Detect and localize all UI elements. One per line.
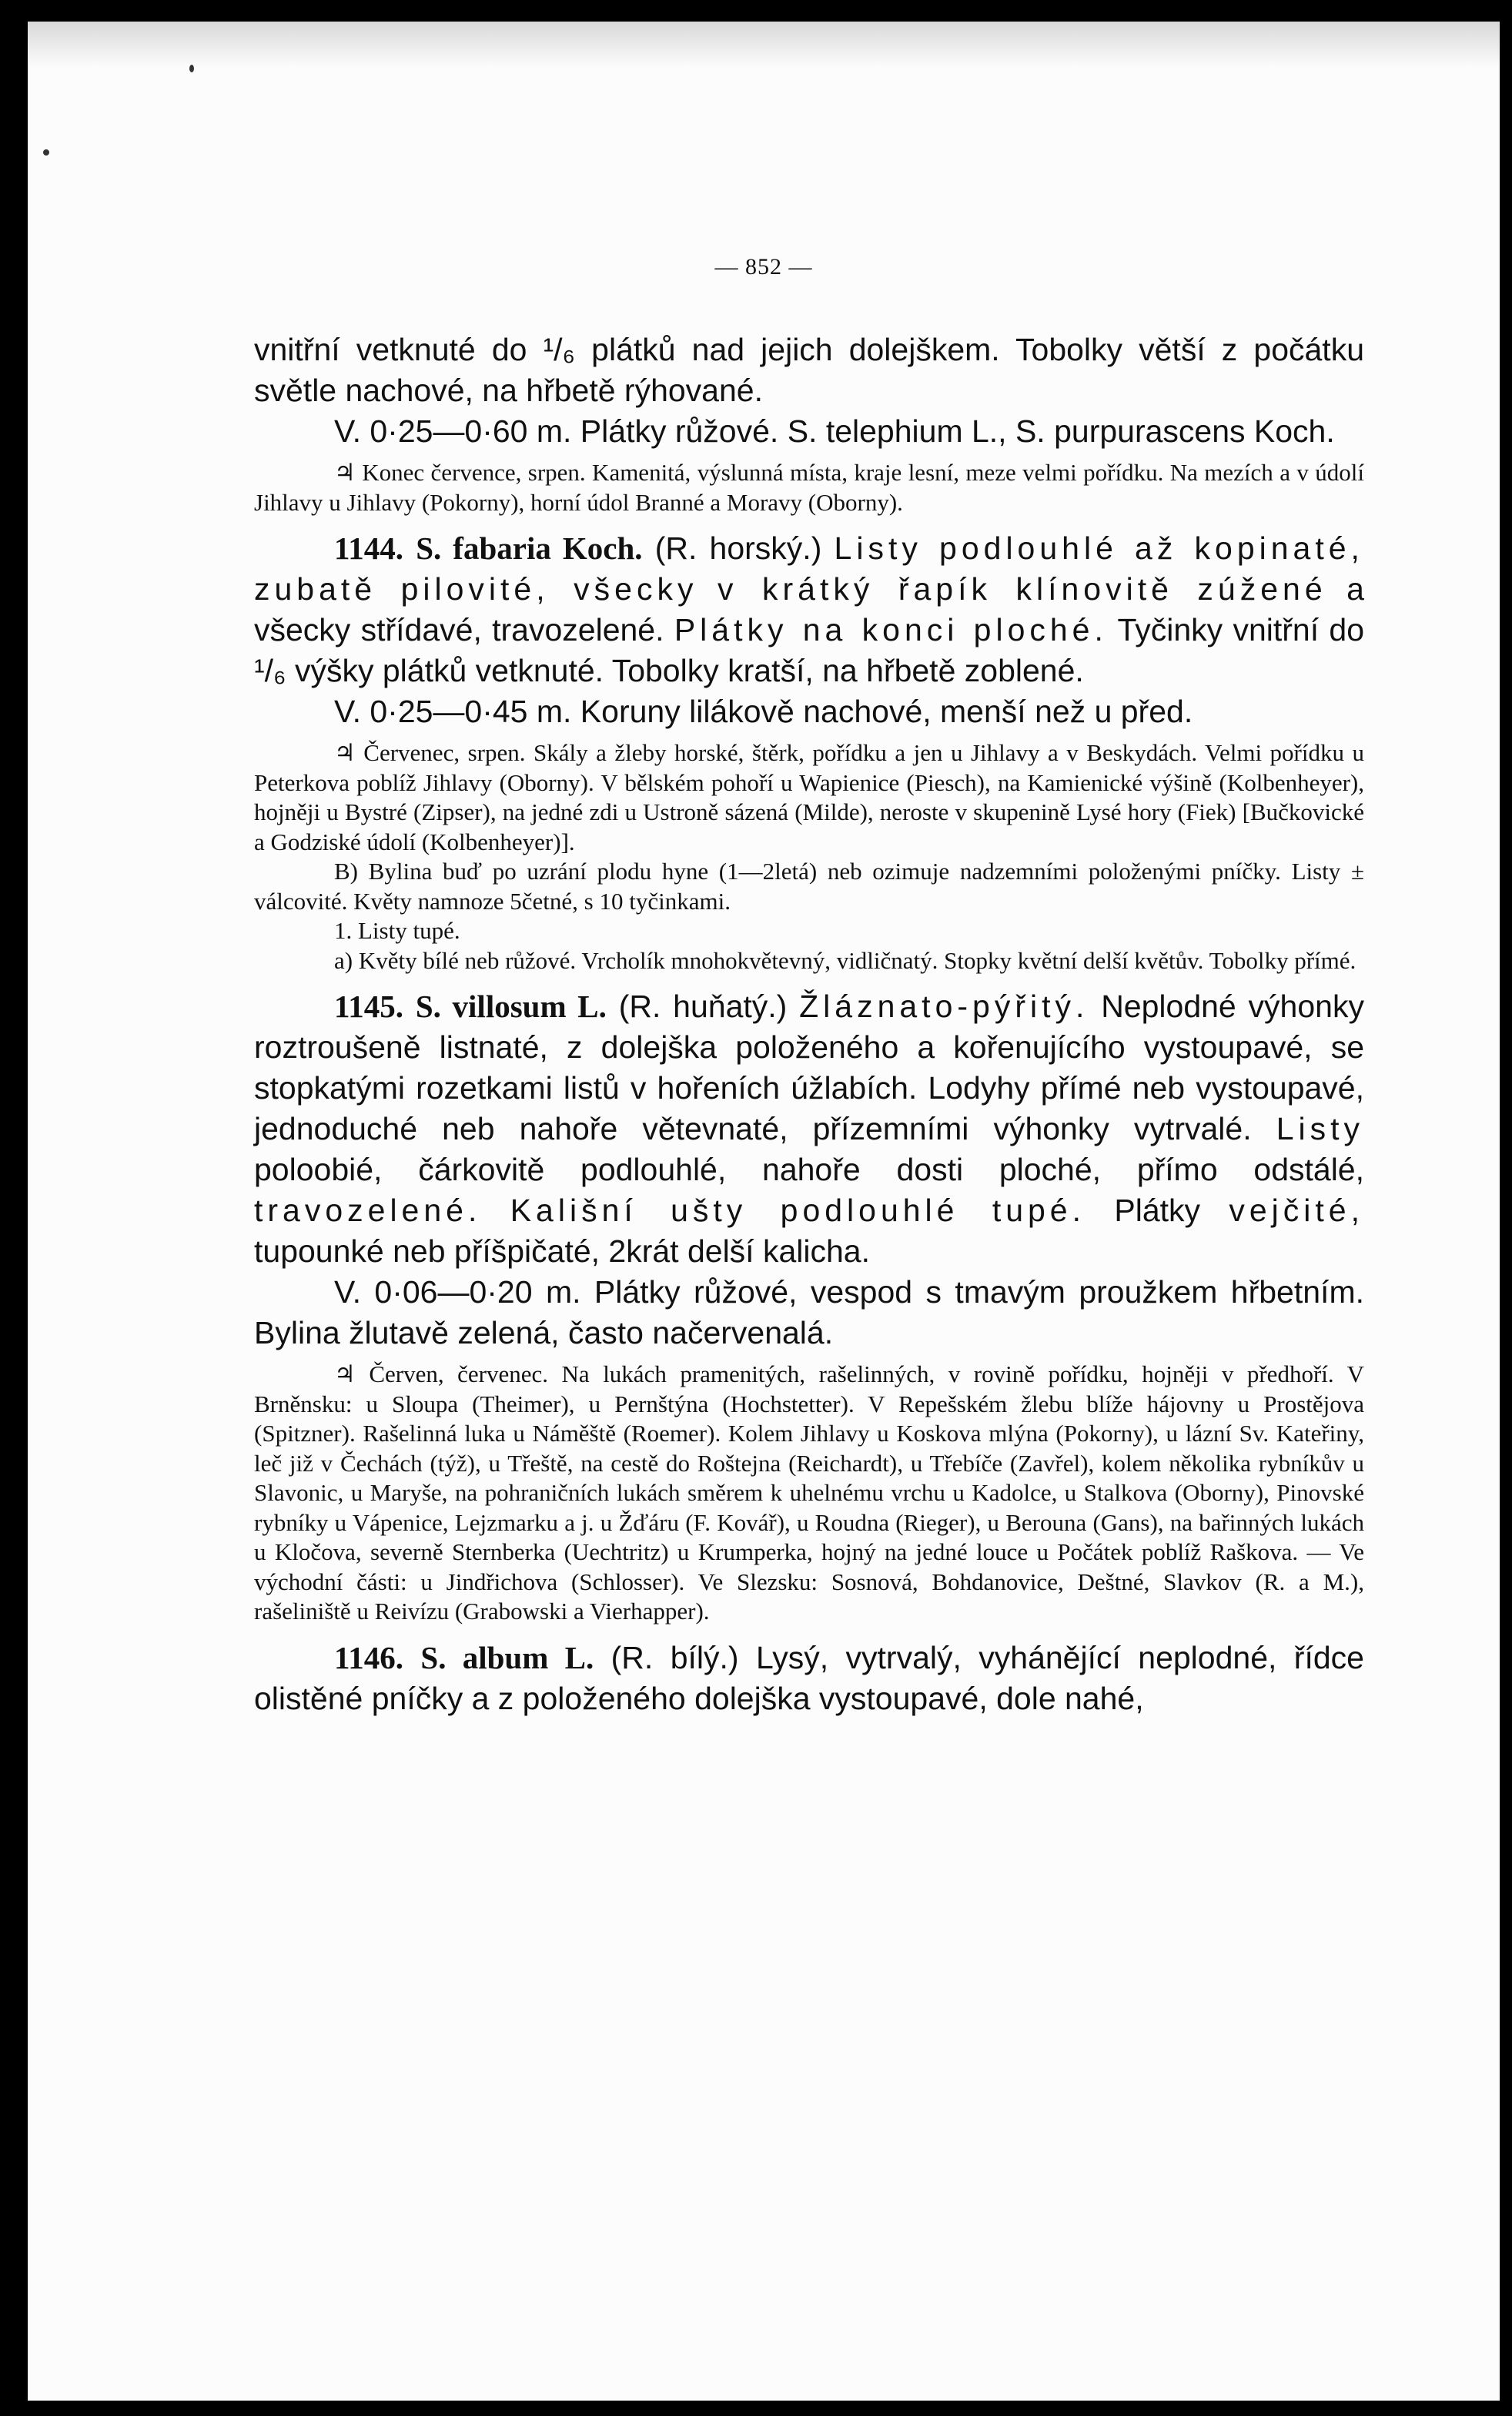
description-text: tupounké neb příšpičaté, 2krát delší kalicha.	[254, 1233, 870, 1269]
species-name: S. fabaria Koch.	[416, 530, 643, 566]
species-entry-1146	[254, 1638, 1364, 1719]
description-text: Tyčinky vnitřní do ¹/₆ výšky plátků vetknuté. Tobolky kratší, na hřbetě zoblené.	[254, 612, 1364, 688]
paragraph-height-note: V. 0·25—0·60 m. Plátky růžové. S. telephium L., S. purpurascens Koch.	[334, 413, 1335, 449]
description-text: Lysý, vytrvalý, vyhánějící neplodné, řídce olistěné pníčky a z položeného dolejška vystoupavé, dole nahé,	[254, 1639, 1364, 1716]
paragraph-continuation: vnitřní vetknuté do ¹/₆ plátků nad jejich dolejškem. Tobolky větší z počátku světle nachové, na hřbetě rýhované.	[254, 332, 1364, 408]
paragraph-height-note: V. 0·06—0·20 m. Plátky růžové, vespod s tmavým proužkem hřbetním. Bylina žlutavě zelená, často načervenalá.	[254, 1274, 1364, 1350]
paragraph-key: a) Květy bílé neb růžové. Vrcholík mnohokvětevný, vidličnatý. Stopky květní delší květův. Tobolky přímé.	[334, 946, 1356, 974]
description-text: Listy podlouhlé až kopinaté, zubatě pilovité, všecky	[254, 530, 1364, 607]
scan-edge-shadow	[28, 22, 1500, 68]
species-name: S. villosum L.	[415, 989, 607, 1024]
scan-speck	[43, 149, 49, 156]
description-text: poloobié, čárkovitě podlouhlé, nahoře dosti ploché, přímo odstálé,	[254, 1152, 1364, 1187]
text-body	[254, 330, 1364, 1719]
description-text: Listy	[1276, 1111, 1364, 1146]
species-entry-1145	[254, 986, 1364, 1272]
description-text: Neplodné výhonky roztroušeně listnaté, z dolejška položeného a kořenujícího vystoupavé, se stopkatými rozetkami listů v hořeních úžlabích. Lodyhy přímé neb vystoupavé, jednoduché neb nahoře větevnaté, přízemními výhonky vytrvalé.	[254, 989, 1364, 1146]
paragraph-locality: ♃ Konec července, srpen. Kamenitá, výslunná místa, kraje lesní, meze velmi pořídku. Na mezích a v údolí Jihlavy u Jihlavy (Pokorny), horní údol Branné a Moravy (Oborny).	[254, 459, 1364, 516]
description-text: Plátky	[1114, 1193, 1201, 1228]
paragraph-locality: ♃ Červenec, srpen. Skály a žleby horské, štěrk, pořídku a jen u Jihlavy a v Beskydách. Velmi pořídku u Peterkova poblíž Jihlavy (Oborny). V bělském pohoří u Wapienice (Piesch), na Kamienické výšině (Kolbenheyer), hojněji u Bystré (Zipser), na jedné zdi u Ustroně sázená (Milde), neroste v skupenině Lysé hory (Fiek) [Bučkovické a Godziské údolí (Kolbenheyer)].	[254, 739, 1364, 855]
paragraph-locality: ♃ Červen, červenec. Na lukách pramenitých, rašelinných, v rovině pořídku, hojněji v předhoří. V Brněnsku: u Sloupa (Theimer), u Pernštýna (Hochstetter). V Repešském žlebu blíže hájovny u Prostějova (Spitzner). Rašelinná luka u Náměště (Roemer). Kolem Jihlavy u Koskova mlýna (Pokorny), u lázní Sv. Kateřiny, leč již v Čechách (týž), u Třeště, na cestě do Roštejna (Reichardt), u Třebíče (Zavřel), kolem několika rybníkův u Slavonic, u Maryše, na pohraničních lukách směrem k uhelnému vrchu u Kadolce, u Stalkova (Oborny), Pinovské rybníky u Vápenice, Lejzmarku a j. u Žďáru (F. Kovář), u Roudna (Rieger), u Berouna (Gans), na bařinných lukách u Kločova, severně Sternberka (Uechtritz) u Krumperka, hojný na jedné louce u Počátek poblíž Raškova. — Ve východní části: u Jindřichova (Schlosser). Ve Slezsku: Sosnová, Bohdanovice, Deštné, Slavkov (R. a M.), rašeliniště u Reivízu (Grabowski a Vierhapper).	[254, 1360, 1364, 1625]
description-text: v krátký řapík klínovitě zúžené	[717, 571, 1327, 607]
common-name: (R. huňatý.)	[618, 989, 788, 1024]
description-text: vejčité,	[1229, 1193, 1364, 1228]
description-text: Žláznato-pýřitý.	[799, 989, 1089, 1024]
entry-number: 1146.	[334, 1639, 403, 1675]
description-text: Kališní ušty podlouhlé tupé.	[510, 1193, 1086, 1228]
entry-number: 1145.	[334, 989, 403, 1024]
paragraph-height-note: V. 0·25—0·45 m. Koruny lilákově nachové, menší než u před.	[334, 694, 1193, 729]
description-text: Plátky na konci ploché.	[674, 612, 1108, 648]
paragraph-key: B) Bylina buď po uzrání plodu hyne (1—2letá) neb ozimuje nadzemními položenými pníčky. Listy ± válcovité. Květy namnoze 5četné, s 10 tyčinkami.	[254, 858, 1364, 915]
scanned-page	[28, 22, 1500, 2401]
common-name: (R. bílý.)	[610, 1639, 739, 1675]
entry-number: 1144.	[334, 530, 403, 566]
description-text: travozelené.	[254, 1193, 482, 1228]
common-name: (R. horský.)	[654, 530, 822, 566]
page-number: — 852 —	[714, 254, 813, 279]
species-name: S. album L.	[420, 1639, 594, 1675]
scan-speck	[189, 65, 194, 72]
species-entry-1144	[254, 528, 1364, 691]
paragraph-key: 1. Listy tupé.	[334, 917, 460, 944]
description-text: a všecky střídavé, travozelené.	[254, 571, 1364, 648]
